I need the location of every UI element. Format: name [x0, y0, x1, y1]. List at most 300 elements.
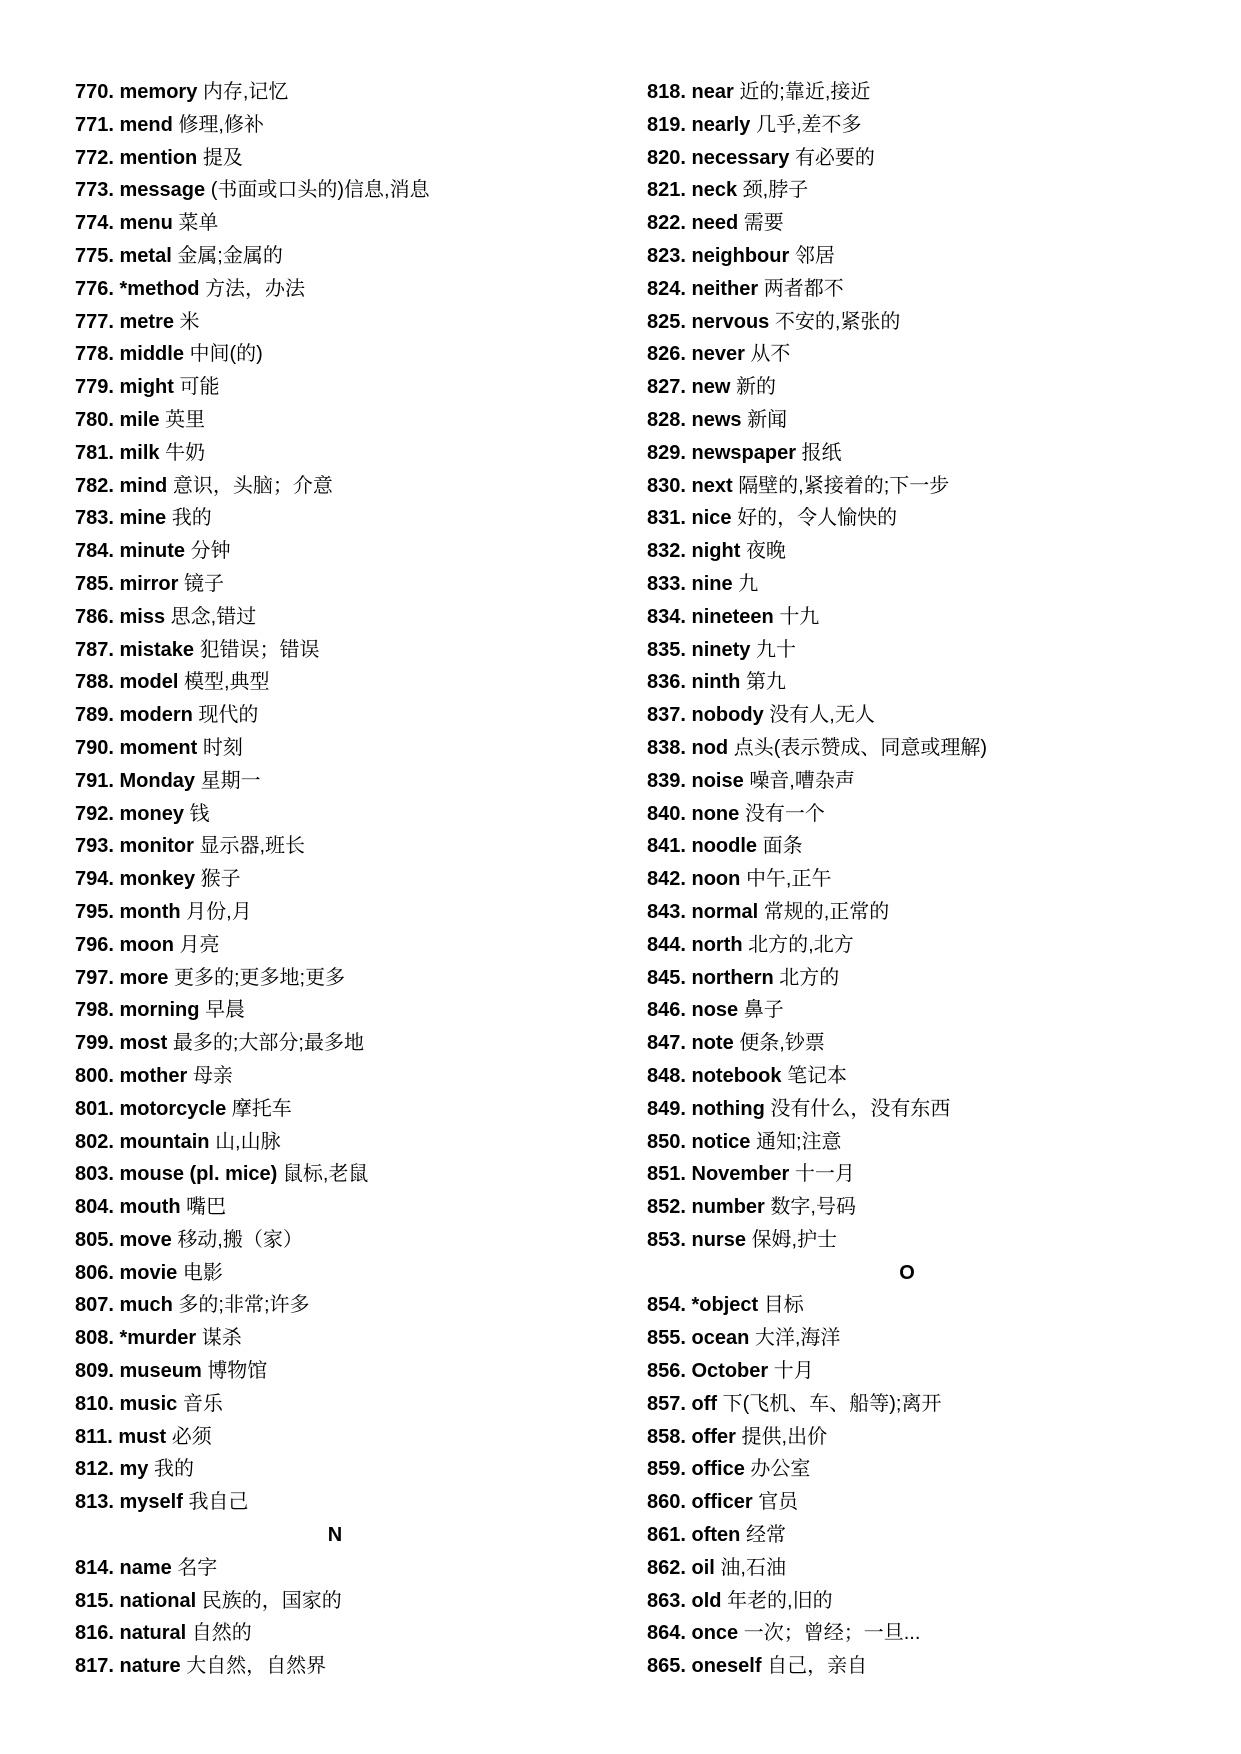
entry-word: number [691, 1196, 765, 1219]
entry-definition: 我自己 [188, 1491, 249, 1514]
entry-word: ocean [691, 1327, 750, 1350]
entry-number: 787. [75, 638, 114, 661]
entry-word: nervous [691, 310, 770, 333]
entry-word: note [691, 1032, 734, 1055]
entry-definition: 九 [738, 572, 759, 595]
entry-word: mind [119, 474, 168, 497]
entry-number: 772. [75, 146, 114, 169]
vocab-entry [647, 174, 1207, 207]
entry-number: 776. [75, 277, 114, 300]
entry-number: 843. [647, 900, 686, 923]
entry-word: noon [691, 868, 741, 891]
entry-definition: 数字,号码 [770, 1196, 856, 1219]
entry-number: 801. [75, 1097, 114, 1120]
entry-word: nobody [691, 704, 764, 727]
entry-number: 865. [647, 1655, 686, 1678]
entry-word: normal [691, 900, 759, 923]
entry-number: 781. [75, 441, 114, 464]
vocab-entry [75, 1126, 635, 1159]
entry-definition: 更多的;更多地;更多 [173, 966, 346, 989]
vocab-entry [647, 1191, 1207, 1224]
entry-definition: 颈,脖子 [742, 179, 809, 202]
entry-definition: 镜子 [183, 572, 224, 595]
vocab-entry [75, 666, 635, 699]
entry-number: 842. [647, 868, 686, 891]
vocab-entry [647, 634, 1207, 667]
entry-definition: 嘴巴 [186, 1196, 227, 1219]
entry-word: miss [119, 605, 166, 628]
vocab-entry [647, 240, 1207, 273]
entry-definition: 自己，亲自 [767, 1655, 868, 1678]
entry-number: 858. [647, 1425, 686, 1448]
entry-definition: 大自然，自然界 [186, 1655, 327, 1678]
vocab-entry [75, 1421, 635, 1454]
entry-word: motorcycle [119, 1097, 227, 1120]
entry-number: 783. [75, 507, 114, 530]
entry-definition: 笔记本 [787, 1064, 848, 1087]
entry-word: middle [119, 343, 184, 366]
vocab-entry [75, 404, 635, 437]
entry-word: national [119, 1589, 197, 1612]
entry-word: ninth [691, 671, 741, 694]
entry-word: message [119, 179, 206, 202]
entry-definition: 隔壁的,紧接着的;下一步 [738, 474, 950, 497]
right-column [647, 76, 1207, 1683]
vocab-entry [75, 1355, 635, 1388]
entry-word: neighbour [691, 244, 790, 267]
entry-number: 800. [75, 1064, 114, 1087]
entry-number: 802. [75, 1130, 114, 1153]
entry-word: news [691, 408, 742, 431]
vocab-entry [647, 273, 1207, 306]
vocab-entry [75, 1191, 635, 1224]
entry-number: 824. [647, 277, 686, 300]
vocab-entry [75, 1453, 635, 1486]
vocab-entry [75, 470, 635, 503]
entry-number: 817. [75, 1655, 114, 1678]
entry-number: 774. [75, 212, 114, 235]
vocab-entry [647, 1322, 1207, 1355]
section-heading: N [327, 1524, 343, 1547]
entry-word: mend [119, 113, 173, 136]
entry-definition: 新的 [735, 376, 776, 399]
entry-word: need [691, 212, 739, 235]
vocab-entry [647, 76, 1207, 109]
vocab-entry [647, 502, 1207, 535]
vocab-entry [647, 1650, 1207, 1683]
vocab-entry [647, 1355, 1207, 1388]
entry-definition: 通知;注意 [755, 1130, 842, 1153]
vocab-entry [647, 1453, 1207, 1486]
entry-number: 789. [75, 704, 114, 727]
vocab-entry [75, 338, 635, 371]
entry-number: 770. [75, 81, 114, 103]
vocab-entry [75, 1224, 635, 1257]
left-column [75, 76, 635, 1683]
entry-word: old [691, 1589, 722, 1612]
vocab-entry [647, 798, 1207, 831]
vocab-entry [75, 109, 635, 142]
entry-number: 808. [75, 1327, 114, 1350]
vocab-entry [647, 109, 1207, 142]
vocab-entry [75, 699, 635, 732]
entry-definition: 分钟 [190, 540, 231, 563]
entry-number: 773. [75, 179, 114, 202]
entry-number: 799. [75, 1032, 114, 1055]
entry-number: 815. [75, 1589, 114, 1612]
entry-word: menu [119, 212, 173, 235]
entry-number: 816. [75, 1622, 114, 1645]
entry-definition: 几乎,差不多 [756, 113, 862, 136]
vocab-entry [75, 1322, 635, 1355]
entry-number: 811. [75, 1425, 113, 1448]
entry-word: notice [691, 1130, 751, 1153]
vocab-entry [75, 76, 635, 109]
vocab-entry [75, 1585, 635, 1618]
entry-word: officer [691, 1491, 753, 1514]
entry-number: 835. [647, 638, 686, 661]
entry-number: 812. [75, 1458, 114, 1481]
entry-number: 790. [75, 736, 114, 759]
entry-number: 837. [647, 704, 686, 727]
vocab-entry [647, 699, 1207, 732]
entry-number: 857. [647, 1392, 686, 1415]
vocab-entry [647, 1552, 1207, 1585]
entry-number: 793. [75, 835, 114, 858]
entry-number: 785. [75, 572, 114, 595]
entry-number: 848. [647, 1064, 686, 1087]
entry-definition: 不安的,紧张的 [774, 310, 901, 333]
entry-word: modern [119, 704, 193, 727]
entry-word: name [119, 1556, 172, 1579]
entry-definition: 模型,典型 [183, 671, 270, 694]
entry-number: 814. [75, 1556, 114, 1579]
vocab-entry [75, 1027, 635, 1060]
entry-word: night [691, 540, 741, 563]
vocab-entry [75, 1650, 635, 1683]
vocab-entry [75, 830, 635, 863]
entry-number: 786. [75, 605, 114, 628]
entry-word: must [118, 1425, 167, 1448]
entry-number: 855. [647, 1327, 686, 1350]
vocab-entry [647, 1224, 1207, 1257]
entry-number: 826. [647, 343, 686, 366]
vocab-entry [647, 732, 1207, 765]
vocab-entry [75, 1617, 635, 1650]
entry-definition: 保姆,护士 [751, 1228, 838, 1251]
vocab-entry [75, 634, 635, 667]
entry-definition: 提及 [202, 146, 243, 169]
entry-word: morning [119, 999, 200, 1022]
entry-word: more [119, 966, 169, 989]
entry-word: mention [119, 146, 198, 169]
entry-definition: 中午,正午 [745, 868, 832, 891]
entry-number: 851. [647, 1163, 686, 1186]
entry-definition: 官员 [758, 1491, 799, 1514]
entry-number: 805. [75, 1228, 114, 1251]
vocab-entry [75, 601, 635, 634]
entry-number: 780. [75, 408, 114, 431]
entry-word: once [691, 1622, 739, 1645]
entry-definition: 摩托车 [231, 1097, 292, 1120]
entry-word: milk [119, 441, 160, 464]
entry-definition: 十月 [773, 1360, 814, 1383]
vocab-entry [75, 1158, 635, 1191]
vocab-entry [647, 1519, 1207, 1552]
entry-definition: 面条 [762, 835, 803, 858]
entry-number: 860. [647, 1491, 686, 1514]
entry-definition: 英里 [165, 408, 206, 431]
entry-word: nature [119, 1655, 181, 1678]
entry-definition: 早晨 [205, 999, 246, 1022]
entry-word: nose [691, 999, 739, 1022]
entry-word: northern [691, 966, 774, 989]
entry-word: minute [119, 540, 186, 563]
vocab-entry [75, 994, 635, 1027]
entry-definition: 米 [179, 310, 200, 333]
entry-number: 803. [75, 1163, 114, 1186]
entry-definition: 月份,月 [186, 900, 252, 923]
entry-number: 838. [647, 736, 686, 759]
entry-definition: 需要 [743, 212, 784, 235]
vocab-entry [75, 174, 635, 207]
entry-definition: 金属;金属的 [177, 244, 283, 267]
entry-definition: 牛奶 [165, 441, 206, 464]
entry-definition: 报纸 [801, 441, 842, 464]
vocab-entry [647, 470, 1207, 503]
entry-definition: 音乐 [182, 1392, 223, 1415]
entry-word: north [691, 933, 743, 956]
entry-definition: 现代的 [198, 704, 259, 727]
entry-number: 829. [647, 441, 686, 464]
vocab-entry [647, 437, 1207, 470]
entry-number: 823. [647, 244, 686, 267]
entry-number: 819. [647, 113, 686, 136]
entry-definition: 十一月 [794, 1163, 855, 1186]
entry-number: 839. [647, 769, 686, 792]
entry-definition: 年老的,旧的 [727, 1589, 833, 1612]
entry-word: natural [119, 1622, 187, 1645]
vocab-entry [647, 896, 1207, 929]
vocab-entry [647, 1093, 1207, 1126]
entry-number: 804. [75, 1196, 114, 1219]
entry-number: 806. [75, 1261, 114, 1284]
entry-definition: 母亲 [192, 1064, 233, 1087]
entry-definition: 谋杀 [201, 1327, 242, 1350]
entry-number: 777. [75, 310, 114, 333]
entry-definition: 意识，头脑；介意 [172, 474, 333, 497]
entry-number: 821. [647, 179, 686, 202]
vocab-entry [75, 306, 635, 339]
vocab-entry [647, 1388, 1207, 1421]
vocab-entry [647, 765, 1207, 798]
entry-definition: 博物馆 [207, 1360, 268, 1383]
vocab-entry [75, 1060, 635, 1093]
entry-word: *object [691, 1294, 759, 1317]
vocab-entry [75, 1388, 635, 1421]
entry-word: movie [119, 1261, 178, 1284]
entry-definition: 没有一个 [744, 802, 825, 825]
vocab-entry [75, 437, 635, 470]
entry-definition: 有必要的 [794, 146, 875, 169]
entry-number: 820. [647, 146, 686, 169]
entry-definition: 显示器,班长 [199, 835, 306, 858]
vocab-entry [647, 404, 1207, 437]
entry-definition: 邻居 [794, 244, 835, 267]
entry-number: 852. [647, 1196, 686, 1219]
entry-definition: 好的，令人愉快的 [737, 507, 898, 530]
entry-definition: 猴子 [200, 868, 241, 891]
entry-number: 778. [75, 343, 114, 366]
entry-number: 832. [647, 540, 686, 563]
entry-word: off [691, 1392, 718, 1415]
entry-word: noodle [691, 835, 758, 858]
entry-word: mistake [119, 638, 194, 661]
entry-definition: 两者都不 [763, 277, 844, 300]
entry-definition: 民族的，国家的 [201, 1589, 342, 1612]
entry-number: 807. [75, 1294, 114, 1317]
vocab-entry [647, 1421, 1207, 1454]
vocab-entry [75, 962, 635, 995]
entry-definition: 中间(的) [189, 343, 263, 366]
entry-number: 840. [647, 802, 686, 825]
vocab-entry [75, 765, 635, 798]
entry-word: music [119, 1392, 178, 1415]
entry-definition: 我的 [171, 507, 212, 530]
entry-number: 813. [75, 1491, 114, 1514]
entry-definition: 山,山脉 [215, 1130, 281, 1153]
entry-number: 828. [647, 408, 686, 431]
vocab-entry [75, 1257, 635, 1290]
entry-definition: 从不 [750, 343, 791, 366]
vocab-entry [75, 896, 635, 929]
entry-number: 849. [647, 1097, 686, 1120]
entry-word: metal [119, 244, 172, 267]
entry-word: mine [119, 507, 167, 530]
entry-definition: 内存,记忆 [202, 81, 289, 103]
entry-definition: 九十 [755, 638, 796, 661]
entry-number: 847. [647, 1032, 686, 1055]
entry-definition: 方法，办法 [205, 277, 306, 300]
vocab-entry [647, 338, 1207, 371]
entry-word: new [691, 376, 731, 399]
entry-number: 788. [75, 671, 114, 694]
vocab-entry [647, 863, 1207, 896]
entry-definition: 菜单 [178, 212, 219, 235]
entry-word: near [691, 81, 734, 103]
vocab-entry [75, 568, 635, 601]
entry-word: mirror [119, 572, 179, 595]
entry-number: 825. [647, 310, 686, 333]
entry-word: much [119, 1294, 173, 1317]
vocab-entry [647, 306, 1207, 339]
vocab-entry [75, 863, 635, 896]
entry-word: mountain [119, 1130, 210, 1153]
vocab-entry [75, 371, 635, 404]
entry-word: Monday [119, 769, 196, 792]
entry-word: November [691, 1163, 790, 1186]
entry-word: mouse (pl. mice) [119, 1163, 278, 1186]
entry-definition: 没有人,无人 [769, 704, 875, 727]
entry-word: *murder [119, 1327, 197, 1350]
entry-definition: 近的;靠近,接近 [739, 81, 871, 103]
entry-word: nothing [691, 1097, 765, 1120]
entry-definition: 月亮 [179, 933, 220, 956]
entry-definition: 提供,出价 [741, 1425, 828, 1448]
entry-word: October [691, 1360, 769, 1383]
entry-definition: 点头(表示赞成、同意或理解) [733, 736, 988, 759]
vocab-entry [647, 568, 1207, 601]
vocab-entry [75, 1289, 635, 1322]
entry-definition: 下(飞机、车、船等);离开 [722, 1392, 942, 1415]
entry-number: 784. [75, 540, 114, 563]
entry-definition: 最多的;大部分;最多地 [172, 1032, 364, 1055]
entry-number: 779. [75, 376, 114, 399]
vocab-entry [75, 240, 635, 273]
entry-word: myself [119, 1491, 183, 1514]
entry-definition: 一次；曾经；一旦... [743, 1622, 921, 1645]
vocab-entry [647, 1617, 1207, 1650]
entry-word: metre [119, 310, 174, 333]
entry-definition: 必须 [171, 1425, 212, 1448]
vocab-entry [647, 1060, 1207, 1093]
vocab-entry [647, 601, 1207, 634]
entry-number: 797. [75, 966, 114, 989]
entry-word: notebook [691, 1064, 782, 1087]
vocab-entry [647, 1486, 1207, 1519]
entry-definition: 时刻 [202, 736, 243, 759]
vocab-entry [75, 1486, 635, 1519]
vocab-entry [647, 1289, 1207, 1322]
entry-word: nearly [691, 113, 751, 136]
vocab-entry [647, 1158, 1207, 1191]
entry-definition: 移动,搬（家） [177, 1228, 303, 1251]
entry-word: often [691, 1524, 741, 1547]
entry-word: newspaper [691, 441, 796, 464]
vocab-entry [647, 666, 1207, 699]
entry-number: 818. [647, 81, 686, 103]
entry-number: 856. [647, 1360, 686, 1383]
entry-definition: 目标 [763, 1294, 804, 1317]
entry-definition: 便条,钞票 [739, 1032, 825, 1055]
entry-definition: 电影 [182, 1261, 223, 1284]
entry-word: nine [691, 572, 733, 595]
vocab-entry [647, 142, 1207, 175]
vocab-entry [647, 535, 1207, 568]
entry-word: neither [691, 277, 759, 300]
entry-word: necessary [691, 146, 790, 169]
entry-word: ninety [691, 638, 751, 661]
entry-definition: 可能 [179, 376, 220, 399]
vocab-entry [75, 535, 635, 568]
vocab-entry [647, 962, 1207, 995]
vocab-entry [75, 1093, 635, 1126]
vocab-entry [75, 732, 635, 765]
entry-number: 822. [647, 212, 686, 235]
entry-definition: 钱 [189, 802, 210, 825]
vocab-entry [75, 929, 635, 962]
vocab-entry [647, 207, 1207, 240]
entry-word: nice [691, 507, 732, 530]
entry-word: mile [119, 408, 160, 431]
vocab-entry [75, 1552, 635, 1585]
entry-word: mouth [119, 1196, 181, 1219]
vocab-entry [75, 142, 635, 175]
entry-number: 791. [75, 769, 114, 792]
vocab-entry [75, 273, 635, 306]
entry-number: 841. [647, 835, 686, 858]
entry-number: 782. [75, 474, 114, 497]
